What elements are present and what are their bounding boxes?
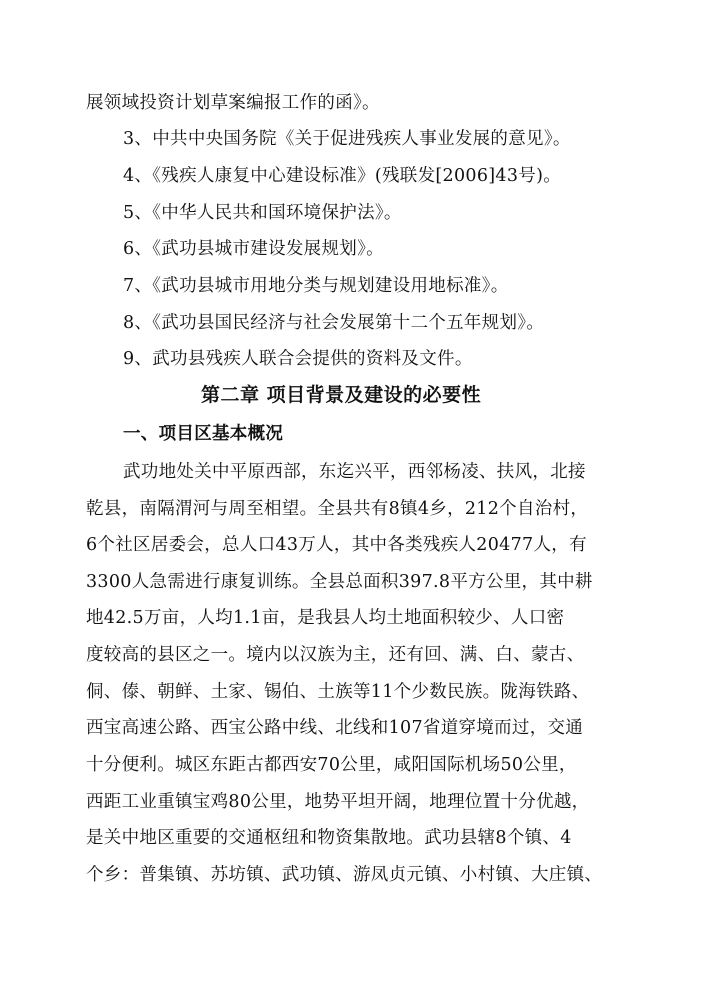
paragraph-line: 地42.5万亩，人均1.1亩，是我县人均土地面积较少、人口密 (86, 608, 565, 628)
list-item-3: 3、中共中央国务院《关于促进残疾人事业发展的意见》。 (123, 129, 571, 149)
paragraph-line: 6个社区居委会，总人口43万人，其中各类残疾人20477人，有 (86, 535, 587, 555)
chapter-title: 第二章 项目背景及建设的必要性 (201, 384, 482, 406)
paragraph-line: 西宝高速公路、西宝公路中线、北线和107省道穿境而过，交通 (86, 718, 584, 738)
paragraph-line: 十分便利。城区东距古都西安70公里，咸阳国际机场50公里， (86, 755, 577, 775)
list-item-7: 7、《武功县城市用地分类与规划建设用地标准》。 (123, 276, 509, 296)
paragraph-line: 武功地处关中平原西部，东迄兴平，西邻杨凌、扶风，北接 (123, 462, 586, 482)
paragraph-line: 西距工业重镇宝鸡80公里，地势平坦开阔，地理位置十分优越， (86, 792, 590, 812)
paragraph-line: 是关中地区重要的交通枢纽和物资集散地。武功县辖8个镇、4 (86, 828, 572, 848)
list-item-6: 6、《武功县城市建设发展规划》。 (123, 239, 384, 259)
paragraph-line: 3300人急需进行康复训练。全县总面积397.8平方公里，其中耕 (86, 572, 593, 592)
list-item-8: 8、《武功县国民经济与社会发展第十二个五年规划》。 (123, 313, 545, 333)
list-item-5: 5、《中华人民共和国环境保护法》。 (123, 203, 402, 223)
list-item-2-continued: 展领域投资计划草案编报工作的函》。 (86, 93, 380, 113)
paragraph-line: 个乡：普集镇、苏坊镇、武功镇、游凤贞元镇、小村镇、大庄镇、 (86, 865, 603, 885)
paragraph-line: 度较高的县区之一。境内以汉族为主，还有回、满、白、蒙古、 (86, 645, 585, 665)
paragraph-line: 乾县，南隔渭河与周至相望。全县共有8镇4乡，212个自治村， (86, 499, 589, 519)
paragraph-line: 侗、傣、朝鲜、土家、锡伯、土族等11个少数民族。陇海铁路、 (86, 682, 590, 702)
list-item-4: 4、《残疾人康复中心建设标准》(残联发[2006]43号)。 (123, 166, 561, 186)
list-item-9: 9、武功县残疾人联合会提供的资料及文件。 (123, 349, 473, 369)
section-heading: 一、项目区基本概况 (123, 424, 284, 444)
